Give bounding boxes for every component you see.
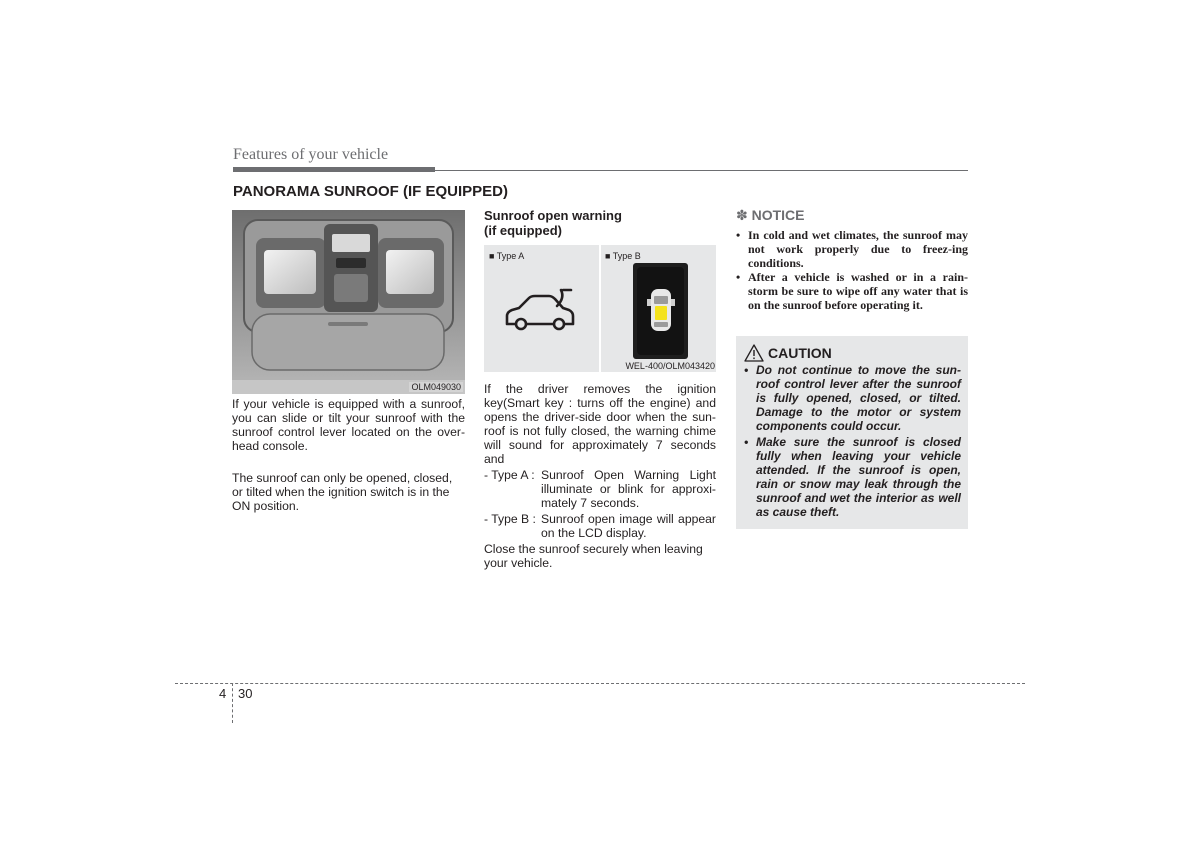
header-accent-bar xyxy=(233,167,435,172)
intro-paragraph: If your vehicle is equipped with a sunroof, you can slide or tilt your sunroof with the sunroof control lever located on the over-head console. xyxy=(232,397,465,453)
type-a-figure-label: ■ Type A xyxy=(489,251,525,261)
page-title: PANORAMA SUNROOF (IF EQUIPPED) xyxy=(233,183,509,200)
notice-list xyxy=(736,228,968,312)
figure-code: WEL-400/OLM043420 xyxy=(625,361,715,371)
overhead-console-photo xyxy=(232,210,465,394)
footer-divider xyxy=(232,683,233,723)
notice-item: • In cold and wet climates, the sunroof may not work properly due to freez-ing conditions. xyxy=(736,228,968,270)
chapter-number: 4 xyxy=(219,686,227,701)
sunroof-warning-car-icon xyxy=(503,288,577,332)
type-b-figure-label: ■ Type B xyxy=(605,251,641,261)
caution-title: CAUTION xyxy=(768,345,832,361)
section-header: Features of your vehicle xyxy=(233,146,389,163)
lcd-car-topview-icon xyxy=(633,263,688,359)
warning-heading-line2: (if equipped) xyxy=(484,223,562,238)
photo-code: OLM049030 xyxy=(411,382,461,392)
figure-divider xyxy=(599,245,601,372)
footer-rule xyxy=(175,683,1025,684)
caution-list xyxy=(742,363,961,519)
type-b-item-text: Sunroof open image will appear on the LCD display. xyxy=(541,512,716,540)
warning-triangle-icon xyxy=(744,344,764,362)
type-a-item-label: - Type A : xyxy=(484,468,535,482)
lcd-display xyxy=(633,263,688,359)
warning-paragraph: If the driver removes the ignition key(Smart key : turns off the engine) and opens the driver-side door when the sun-roof is not fully closed, the warning chime will sound for approximately 7 seconds and xyxy=(484,382,716,466)
warning-heading xyxy=(484,208,622,238)
caution-item: • Do not continue to move the sun-roof control lever after the sunroof is fully opened, closed, or tilted. Damage to the motor or system components could occur. xyxy=(742,363,961,433)
caution-item: • Make sure the sunroof is closed fully when leaving your vehicle attended. If the sunroof is open, rain or snow may leak through the sunroof and wet the interior as well as cause theft. xyxy=(742,435,961,519)
page-number: 30 xyxy=(238,686,253,701)
notice-item: • After a vehicle is washed or in a rain-storm be sure to wipe off any water that is on the sunroof before operating it. xyxy=(736,270,968,312)
close-sunroof-paragraph: Close the sunroof securely when leaving your vehicle. xyxy=(484,542,703,570)
warning-heading-line1: Sunroof open warning xyxy=(484,208,622,223)
ignition-paragraph: The sunroof can only be opened, closed, or tilted when the ignition switch is in the ON position. xyxy=(232,471,453,513)
type-b-item-label: - Type B : xyxy=(484,512,536,526)
header-rule xyxy=(435,170,968,171)
notice-title: ✽ NOTICE xyxy=(736,207,805,223)
overhead-console-illustration xyxy=(232,210,465,394)
type-a-item-text: Sunroof Open Warning Light illuminate or blink for approxi-mately 7 seconds. xyxy=(541,468,716,510)
